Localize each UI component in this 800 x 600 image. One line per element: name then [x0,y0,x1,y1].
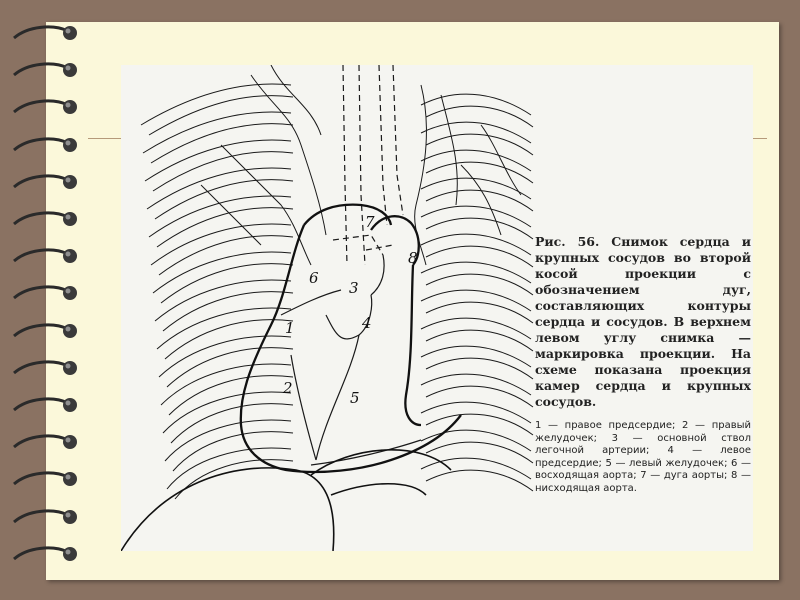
rib-left [155,180,293,219]
rib-left [165,420,291,461]
rib-left [161,364,291,405]
rib-left [151,124,293,163]
spiral-ring [8,134,86,156]
rib-right [426,246,533,267]
spiral-binding [8,22,88,582]
label-3: 3 [349,279,359,297]
rib-left [159,336,291,377]
rib-left [175,460,293,499]
rib-right [426,162,533,183]
rib-right [426,134,533,155]
spiral-ring [8,59,86,81]
rib-left [159,236,293,275]
label-6: 6 [309,269,319,287]
spiral-ring [8,245,86,267]
rib-right [426,218,533,239]
rib-right [426,190,533,211]
diaphragm [121,450,451,551]
rib-right [426,106,533,127]
spiral-ring [8,208,86,230]
label-5: 5 [350,389,360,407]
rib-right [426,302,533,323]
rib-left [163,392,291,433]
decorative-rule-right [753,138,767,139]
rib-right [426,442,533,463]
rib-right [426,414,533,435]
rib-left [157,208,293,247]
label-2: 2 [283,379,293,397]
rib-right [426,274,533,295]
spiral-ring [8,22,86,44]
scanned-figure [121,65,753,551]
caption-legend: 1 — правое предсердие; 2 — правый желудочек; 3 — основной ствол легочной артерии; 4 — левое предсердие; 5 — левый желудочек; 6 — восходящая аорта; 7 — дуга аорты; 8 — нисходящая аорта. [535,420,751,494]
rib-left [149,96,293,135]
rib-left [145,140,291,181]
spiral-ring [8,171,86,193]
dashed-vessels [333,65,403,265]
spiral-ring [8,468,86,490]
decorative-rule-left [88,138,122,139]
spiral-ring [8,357,86,379]
chamber-labels [282,213,418,407]
rib-left [157,308,291,349]
spiral-ring [8,506,86,528]
caption-title: Рис. 56. Снимок сердца и крупных сосудов во второй косой проекции с обозначением дуг, составляющих контуры сердца и сосудов. В верхнем левом углу снимка — маркировка проекции. На схеме показана проекция камер сердца и крупных сосудов. [535,234,751,409]
rib-right [426,358,533,379]
spiral-ring [8,320,86,342]
label-4: 4 [362,314,372,332]
rib-left [153,152,293,191]
spiral-ring [8,282,86,304]
spiral-ring [8,431,86,453]
figure-caption [535,234,751,495]
spiral-ring [8,96,86,118]
label-1: 1 [285,319,295,337]
spiral-ring [8,543,86,565]
spiral-ring [8,394,86,416]
rib-left [173,432,293,471]
label-7: 7 [365,213,375,231]
rib-right [426,470,533,491]
label-8: 8 [408,249,418,267]
rib-right [426,386,533,407]
rib-right [426,330,533,351]
rib-left [171,404,293,443]
